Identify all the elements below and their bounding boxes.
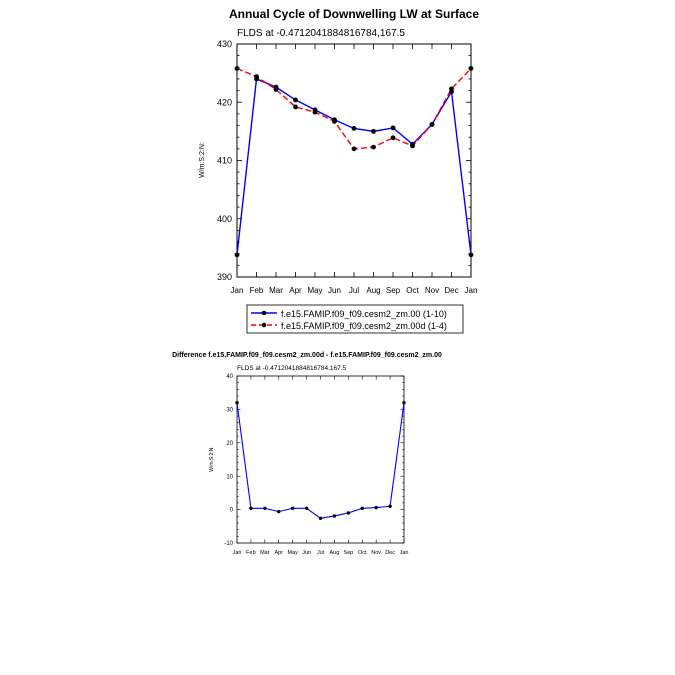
x-tick-label: Mar — [260, 550, 270, 556]
x-tick-label: Jul — [316, 550, 325, 556]
x-tick-label: Jun — [328, 286, 341, 295]
chart-top-title: Annual Cycle of Downwelling LW at Surface — [228, 7, 480, 21]
x-tick-label: May — [287, 550, 298, 556]
y-tick-label: 0 — [229, 507, 233, 514]
series-1-point — [263, 507, 266, 510]
x-tick-label: Sep — [343, 550, 354, 556]
x-tick-label: May — [307, 286, 323, 295]
series-1-point — [293, 98, 298, 103]
series-1-line — [237, 79, 471, 255]
x-tick-label: Oct — [406, 286, 419, 295]
chart-top-legend — [247, 305, 463, 333]
y-tick-label: 20 — [226, 440, 233, 447]
y-tick-label: 30 — [226, 407, 233, 414]
y-tick-label: 400 — [216, 213, 232, 224]
x-tick-label: Apr — [289, 286, 302, 295]
y-tick-label: 410 — [216, 155, 232, 166]
series-1-point — [235, 252, 240, 257]
y-tick-label: 10 — [226, 474, 233, 481]
x-tick-label: Jan — [464, 286, 478, 295]
y-tick-label: 430 — [216, 39, 232, 50]
series-1-point — [305, 507, 308, 510]
x-tick-label: Jul — [348, 286, 360, 295]
series-2-point — [274, 87, 279, 92]
series-2-point — [371, 145, 376, 150]
series-2-point — [293, 105, 298, 110]
series-1-point — [319, 517, 322, 520]
legend-series-2-marker — [262, 323, 267, 328]
series-1-point — [402, 401, 405, 404]
chart-bottom-title: Difference f.e15.FAMIP.f09_f09.cesm2_zm.00d - f.e15.FAMIP.f09_f09.cesm2_zm.00 — [172, 352, 442, 359]
x-tick-label: Dec — [444, 286, 459, 295]
series-1-point — [388, 505, 391, 508]
x-tick-label: Aug — [366, 286, 381, 295]
x-tick-label: Dec — [385, 550, 395, 556]
series-2-point — [332, 119, 337, 124]
chart-top-subtitle: FLDS at -0.4712041884816784,167.5 — [237, 28, 405, 39]
series-1-point — [291, 507, 294, 510]
x-tick-label: Oct — [357, 550, 367, 556]
series-2-point — [391, 135, 396, 140]
series-2-point — [430, 122, 435, 127]
series-1-point — [391, 125, 396, 130]
series-1-point — [347, 511, 350, 514]
x-tick-label: Jan — [230, 286, 244, 295]
series-1-point — [333, 514, 336, 517]
x-tick-label: Feb — [249, 286, 264, 295]
series-2-point — [352, 146, 357, 151]
series-1-line — [237, 403, 404, 519]
chart-bottom-ylabel: W/m:S:2:N: — [209, 446, 215, 472]
legend-series-2-label: f.e15.FAMIP.f09_f09.cesm2_zm.00d (1-4) — [281, 321, 447, 331]
series-2-point — [313, 110, 318, 115]
series-1-point — [235, 401, 238, 404]
x-tick-label: Aug — [329, 550, 340, 556]
y-tick-label: 390 — [216, 272, 232, 283]
x-tick-label: Feb — [246, 550, 256, 556]
y-tick-label: 420 — [216, 97, 232, 108]
x-tick-label: Jan — [232, 550, 242, 556]
series-1-point — [361, 507, 364, 510]
chart-bottom — [172, 352, 442, 556]
y-tick-label: 40 — [226, 374, 233, 381]
legend-series-1-label: f.e15.FAMIP.f09_f09.cesm2_zm.00 (1-10) — [281, 309, 447, 319]
series-2-point — [469, 66, 474, 71]
x-tick-label: Jan — [399, 550, 409, 556]
series-2-point — [254, 74, 259, 79]
series-1-point — [371, 129, 376, 134]
series-2-line — [237, 68, 471, 148]
legend-series-1-marker — [262, 311, 267, 316]
chart-top — [199, 7, 479, 333]
x-tick-label: Apr — [274, 550, 284, 556]
x-tick-label: Jun — [302, 550, 312, 556]
x-tick-label: Mar — [269, 286, 283, 295]
series-2-point — [235, 66, 240, 71]
series-1-point — [352, 126, 357, 131]
chart-top-series — [235, 66, 474, 257]
y-tick-label: -10 — [224, 541, 233, 548]
series-1-point — [277, 510, 280, 513]
series-1-point — [469, 252, 474, 257]
x-tick-label: Nov — [371, 550, 382, 556]
series-1-point — [374, 506, 377, 509]
chart-top-ylabel: W/m:S:2:N: — [199, 142, 206, 178]
chart-top-plot-frame — [237, 44, 471, 277]
chart-bottom-subtitle: FLDS at -0.4712041884816784,167.5 — [237, 365, 347, 372]
x-tick-label: Nov — [424, 286, 440, 295]
chart-bottom-axes — [224, 374, 408, 556]
series-1-point — [249, 507, 252, 510]
x-tick-label: Sep — [385, 286, 401, 295]
chart-bottom-series — [235, 401, 405, 520]
series-2-point — [449, 86, 454, 91]
series-2-point — [410, 144, 415, 149]
